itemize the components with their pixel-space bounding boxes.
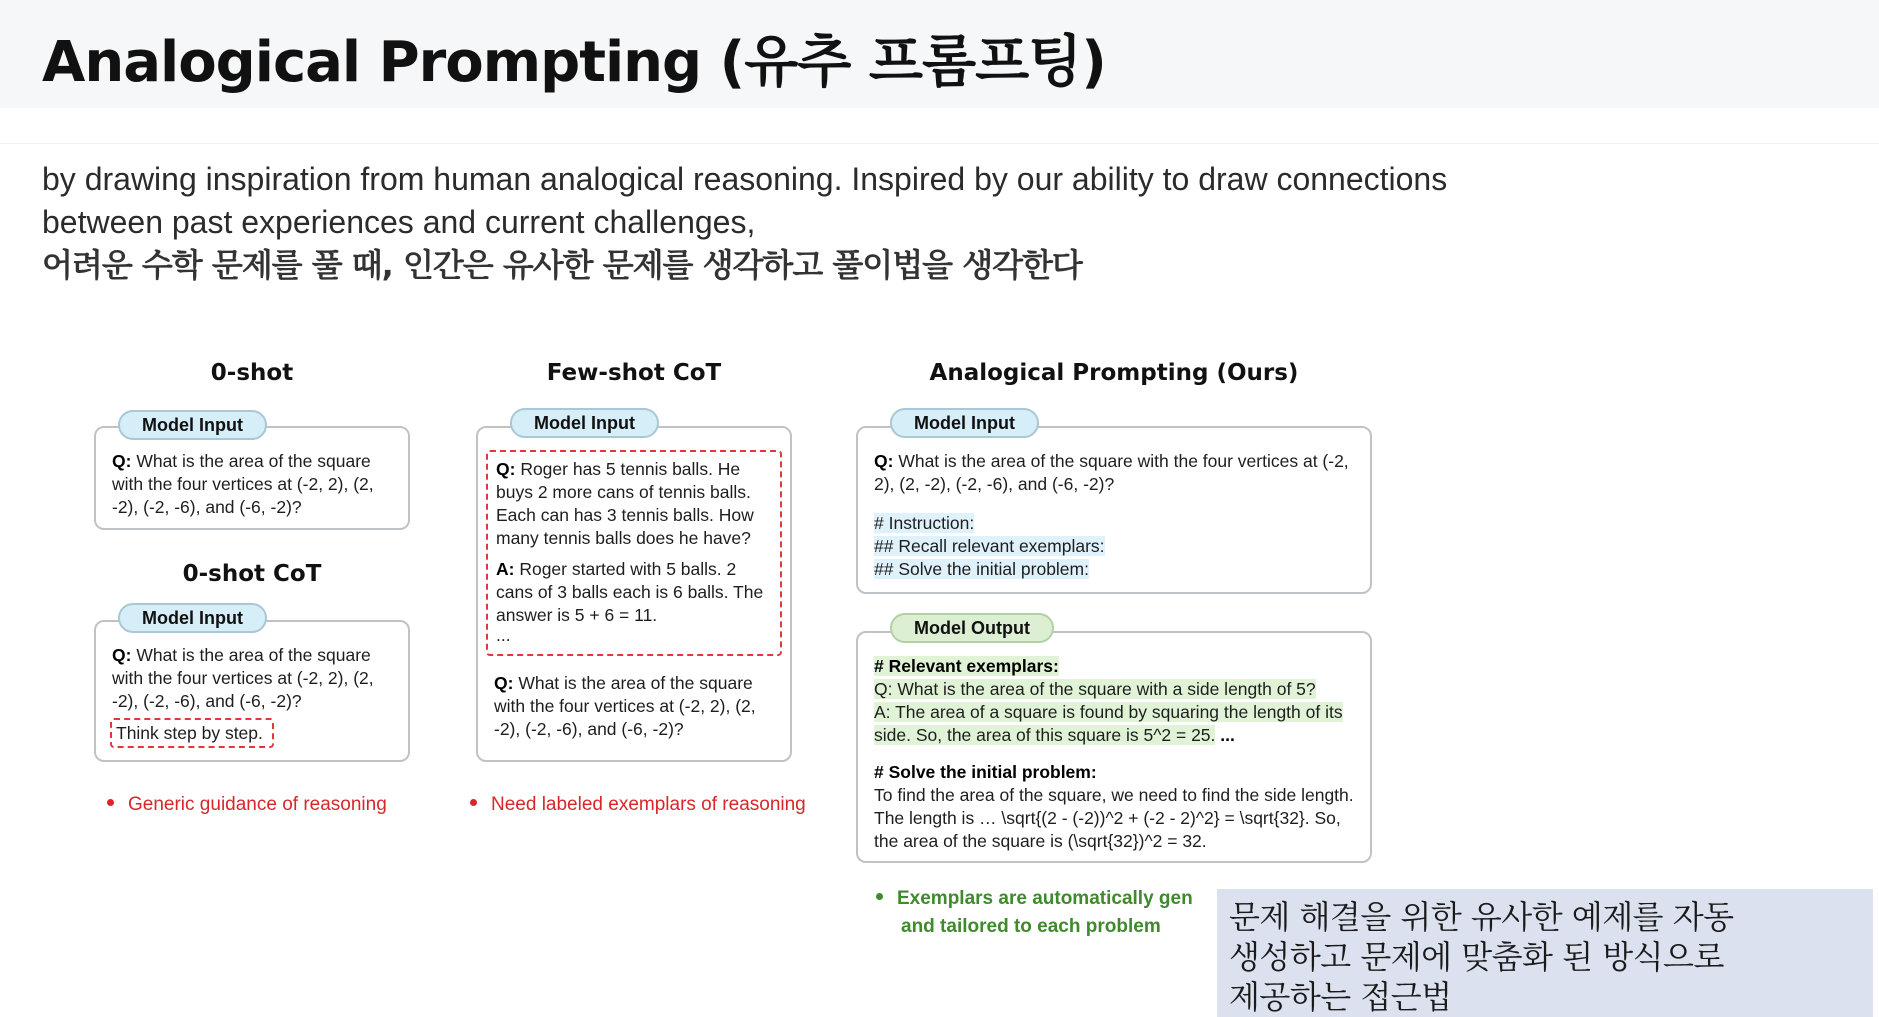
bullet-few-shot — [470, 794, 806, 816]
analogical-input-tag: Model Input — [890, 408, 1039, 438]
intro-line-2: between past experiences and current challenges, — [42, 204, 756, 240]
divider — [0, 143, 1879, 144]
solution-text: To find the area of the square, we need to find the side length. The length is … \sqrt{(2 - (-2))^2 + (-2 - 2)^2} = \sqrt{32}. So, the area of the square is (\sqrt{32})^2 = 32. — [874, 785, 1354, 851]
question-text: What is the area of the square with the four vertices at (-2, 2), (2, -2), (-2, -6), and (-6, -2)? — [112, 645, 374, 711]
zero-shot-cot-question — [112, 644, 396, 713]
zero-shot-input-box — [94, 426, 410, 530]
bullet-text: Generic guidance of reasoning — [128, 794, 387, 815]
bullet-analogical — [876, 885, 1193, 941]
a-label: A: — [496, 559, 515, 579]
caption-line-1: 문제 해결을 위한 유사한 예제를 자동 — [1229, 898, 1734, 936]
bullet-text-2: and tailored to each problem — [901, 916, 1161, 937]
question-text: What is the area of the square with the four vertices at (-2, 2), (2, -2), (-2, -6), and (-6, -2)? — [874, 451, 1349, 494]
bullet-dot — [470, 799, 477, 806]
bullet-zero-shot — [107, 794, 387, 816]
zero-shot-question — [112, 450, 396, 519]
q-label: Q: — [874, 451, 894, 471]
bullet-text: Need labeled exemplars of reasoning — [491, 794, 806, 815]
intro-line-korean: 어려운 수학 문제를 풀 때, 인간은 유사한 문제를 생각하고 풀이법을 생각한다 — [42, 246, 1082, 284]
solve-line: ## Solve the initial problem: — [874, 559, 1089, 579]
zero-shot-input-tag: Model Input — [118, 410, 267, 440]
few-shot-input-box — [476, 426, 792, 762]
q-label: Q: — [496, 459, 516, 479]
heading-analogical: Analogical Prompting (Ours) — [929, 360, 1299, 386]
exemplar-answer-text: Roger started with 5 balls. 2 cans of 3 balls each is 6 balls. The answer is 5 + 6 = 11. — [496, 559, 764, 625]
analogical-output-box — [856, 631, 1372, 863]
exemplar-highlight — [486, 450, 782, 656]
exemplar-question — [496, 458, 776, 550]
instruction-line: # Instruction: — [874, 513, 975, 533]
solve-heading: # Solve the initial problem: — [874, 762, 1097, 782]
q-label: Q: — [494, 673, 514, 693]
few-shot-question — [494, 672, 784, 741]
page-title: Analogical Prompting (유추 프롬프팅) — [42, 30, 1106, 95]
intro-text — [42, 158, 1447, 287]
relevant-answer: A: The area of a square is found by squaring the length of its side. So, the area of this square is 5^2 = 25. — [874, 702, 1343, 745]
few-shot-input-tag: Model Input — [510, 408, 659, 438]
relevant-exemplars-block — [874, 655, 1360, 747]
korean-caption — [1217, 889, 1873, 1017]
instruction-block — [874, 512, 1105, 581]
intro-line-1: by drawing inspiration from human analogical reasoning. Inspired by our ability to draw connections — [42, 161, 1448, 197]
caption-line-2: 생성하고 문제에 맞춤화 된 방식으로 — [1229, 938, 1724, 976]
exemplar-answer — [496, 558, 766, 627]
relevant-question: Q: What is the area of the square with a side length of 5? — [874, 679, 1316, 699]
caption-line-3: 제공하는 접근법 — [1229, 978, 1452, 1016]
analogical-input-box — [856, 426, 1372, 594]
analogical-output-tag: Model Output — [890, 613, 1054, 643]
bullet-text-1: Exemplars are automatically gen — [897, 888, 1193, 909]
q-label: Q: — [112, 645, 132, 665]
q-label: Q: — [112, 451, 132, 471]
heading-zero-shot: 0-shot — [210, 360, 294, 386]
question-text: What is the area of the square with the four vertices at (-2, 2), (2, -2), (-2, -6), and (-6, -2)? — [494, 673, 756, 739]
exemplar-question-text: Roger has 5 tennis balls. He buys 2 more cans of tennis balls. Each can has 3 tennis balls. How many tennis balls does he have? — [496, 459, 754, 548]
bullet-line-1 — [876, 885, 1193, 913]
zero-shot-cot-input-tag: Model Input — [118, 603, 267, 633]
bullet-dot — [876, 893, 883, 900]
bullet-dot — [107, 799, 114, 806]
cot-trigger-highlight — [110, 718, 274, 748]
heading-zero-shot-cot: 0-shot CoT — [182, 561, 322, 587]
recall-line: ## Recall relevant exemplars: — [874, 536, 1105, 556]
zero-shot-cot-input-box — [94, 620, 410, 762]
relevant-heading: # Relevant exemplars: — [874, 656, 1059, 676]
cot-trigger-text: Think step by step. — [116, 723, 263, 743]
heading-few-shot-cot: Few-shot CoT — [546, 360, 722, 386]
relevant-more: ... — [1215, 725, 1235, 745]
question-text: What is the area of the square with the four vertices at (-2, 2), (2, -2), (-2, -6), and (-6, -2)? — [112, 451, 374, 517]
solve-block — [874, 761, 1360, 853]
analogical-question — [874, 450, 1360, 496]
exemplar-ellipsis: ... — [496, 625, 511, 645]
